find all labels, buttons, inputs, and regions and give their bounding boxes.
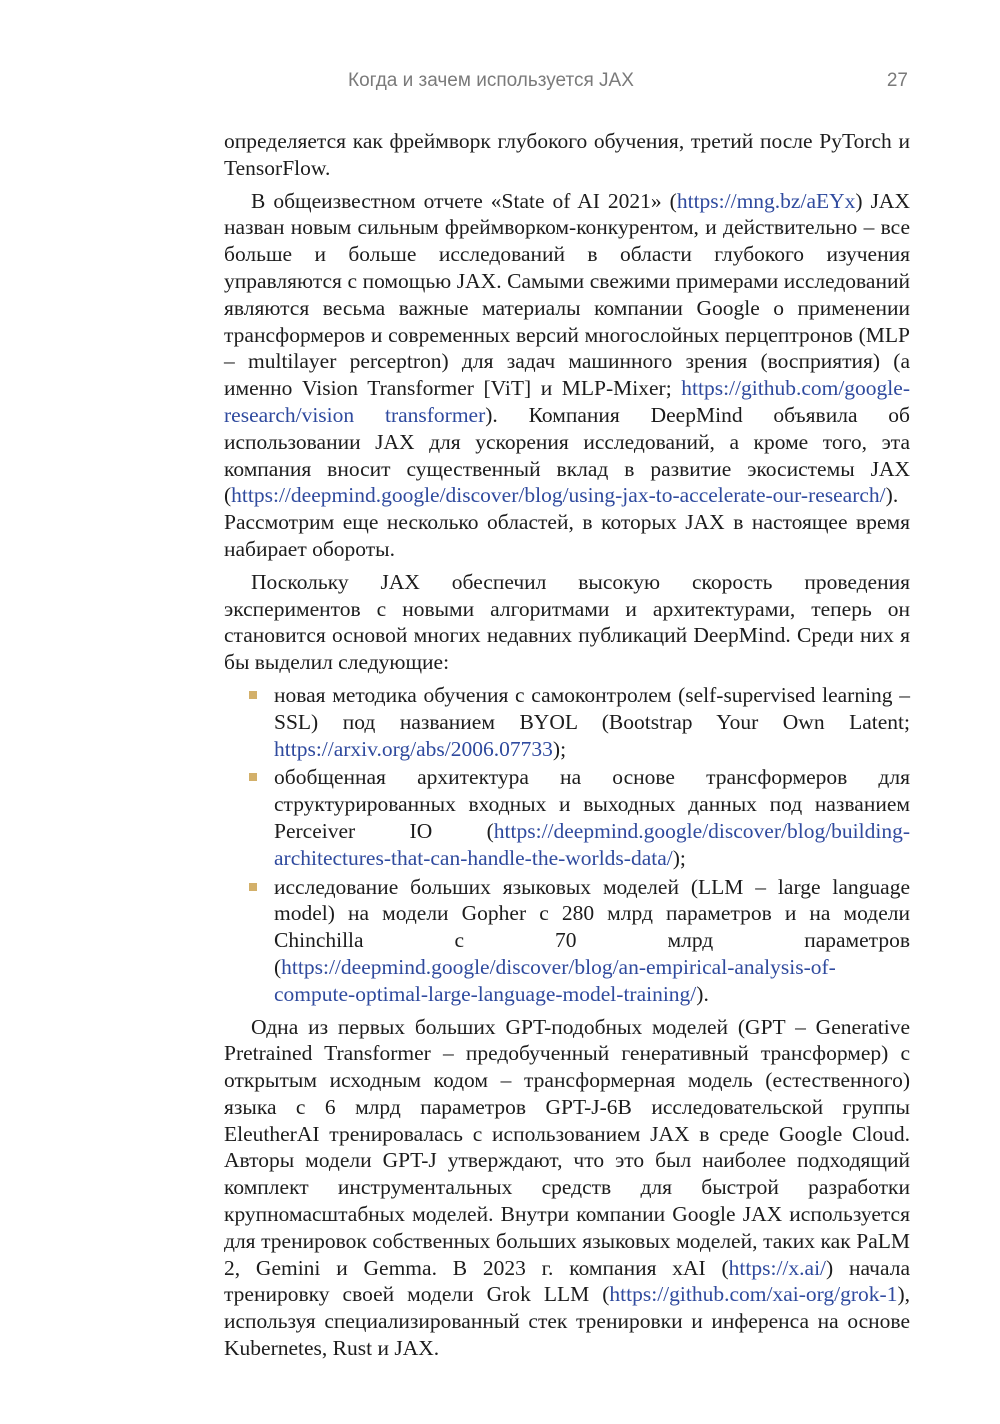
paragraph-2	[224, 188, 910, 563]
link-state-of-ai[interactable]: https://mng.bz/aEYx	[676, 188, 856, 213]
p2-text-4: ). Рассмотрим еще несколько областей, в которых JAX в настоящее время набирает обороты.	[224, 483, 910, 561]
link-vision-transformer[interactable]: https://github.com/google-research/vision transformer	[224, 376, 910, 427]
link-chinchilla-blog[interactable]: https://deepmind.google/discover/blog/an-empirical-analysis-of-compute-optimal-large-language-model-training/	[274, 954, 836, 1006]
body-text	[224, 128, 910, 1368]
list-item	[274, 682, 910, 762]
paragraph-1: определяется как фреймворк глубокого обучения, третий после PyTorch и TensorFlow.	[224, 129, 910, 180]
list-item	[274, 874, 910, 1008]
link-xai[interactable]: https://x.ai/	[728, 1255, 827, 1280]
publication-list	[224, 682, 910, 1008]
link-byol-arxiv[interactable]: https://arxiv.org/abs/2006.07733	[274, 736, 553, 761]
running-head-title: Когда и зачем используется JAX	[348, 70, 634, 91]
p2-text-3: ). Компания DeepMind объявила об использовании JAX для ускорения исследований, а кроме того, эта компания вносит существенный вклад в развитие экосистемы JAX (	[224, 402, 910, 508]
square-bullet-icon	[249, 691, 257, 699]
p2-text-1: В общеизвестном отчете «State of AI 2021» (	[251, 188, 677, 213]
list-item-text: обобщенная архитектура на основе трансформеров для структурированных входных и выходных данных под названием Perceiver IO (	[274, 765, 910, 843]
p4-text-3: ), используя специализированный стек тренировки и инференса на основе Kubernetes, Rust и JAX.	[224, 1282, 910, 1361]
link-grok-github[interactable]: https://github.com/xai-org/grok-1	[609, 1282, 898, 1307]
link-perceiver-io[interactable]: https://deepmind.google/discover/blog/building-architectures-that-can-handle-the-worlds-data/	[274, 818, 910, 870]
page-number: 27	[886, 70, 908, 91]
p4-text-2: ) начала тренировку своей модели Grok LLM (	[224, 1255, 910, 1307]
square-bullet-icon	[249, 883, 257, 891]
list-item	[274, 764, 910, 871]
list-item-text: новая методика обучения с самоконтролем (self-supervised learning – SSL) под названием BYOL (Bootstrap Your Own Latent;	[274, 682, 910, 734]
square-bullet-icon	[249, 773, 257, 781]
list-item-tail: ).	[696, 981, 709, 1006]
list-item-tail: );	[672, 845, 686, 870]
list-item-tail: );	[552, 736, 567, 761]
p4-text-1: Одна из первых больших GPT-подобных моделей (GPT – Generative Pretrained Transformer – предобученный генеративный трансформер) с открытым исходным кодом – трансформерная модель (естественного) языка с 6 млрд параметров GPT-J-6B исследовательской группы EleutherAI тренировалась с использованием JAX в среде Google Cloud. Авторы модели GPT-J утверждают, что это был наиболее подходящий комплект инструментальных средств для быстрой разработки крупномасштабных моделей. Внутри компании Google JAX используется для тренировок собственных больших языковых моделей, таких как PaLM 2, Gemini и Gemma. В 2023 г. компания xAI (	[224, 1014, 910, 1280]
link-deepmind-jax-blog[interactable]: https://deepmind.google/discover/blog/using-jax-to-accelerate-our-research/	[231, 483, 886, 508]
p2-text-2: ) JAX назван новым сильным фреймворком-конкурентом, и действительно – все больше и больше исследований в области глубокого изучения управляются с помощью JAX. Самыми свежими примерами исследований являются весьма важные материалы компании Google о применении трансформеров и современных версий многослойных перцептронов (MLP – multilayer perceptron) для задач машинного зрения (восприятия) (а именно Vision Transformer [ViT] и MLP-Mixer;	[224, 188, 910, 401]
list-item-text: исследование больших языковых моделей (LLM – large language model) на модели Gopher с 280 млрд параметров и на модели Chinchilla с 70 млрд параметров (	[274, 874, 910, 979]
paragraph-4	[224, 1014, 910, 1362]
running-head	[340, 64, 908, 98]
paragraph-3: Поскольку JAX обеспечил высокую скорость проведения экспериментов с новыми алгоритмами и архитектурами, теперь он становится основой многих недавних публикаций DeepMind. Среди них я бы выделил следующие:	[224, 569, 910, 675]
